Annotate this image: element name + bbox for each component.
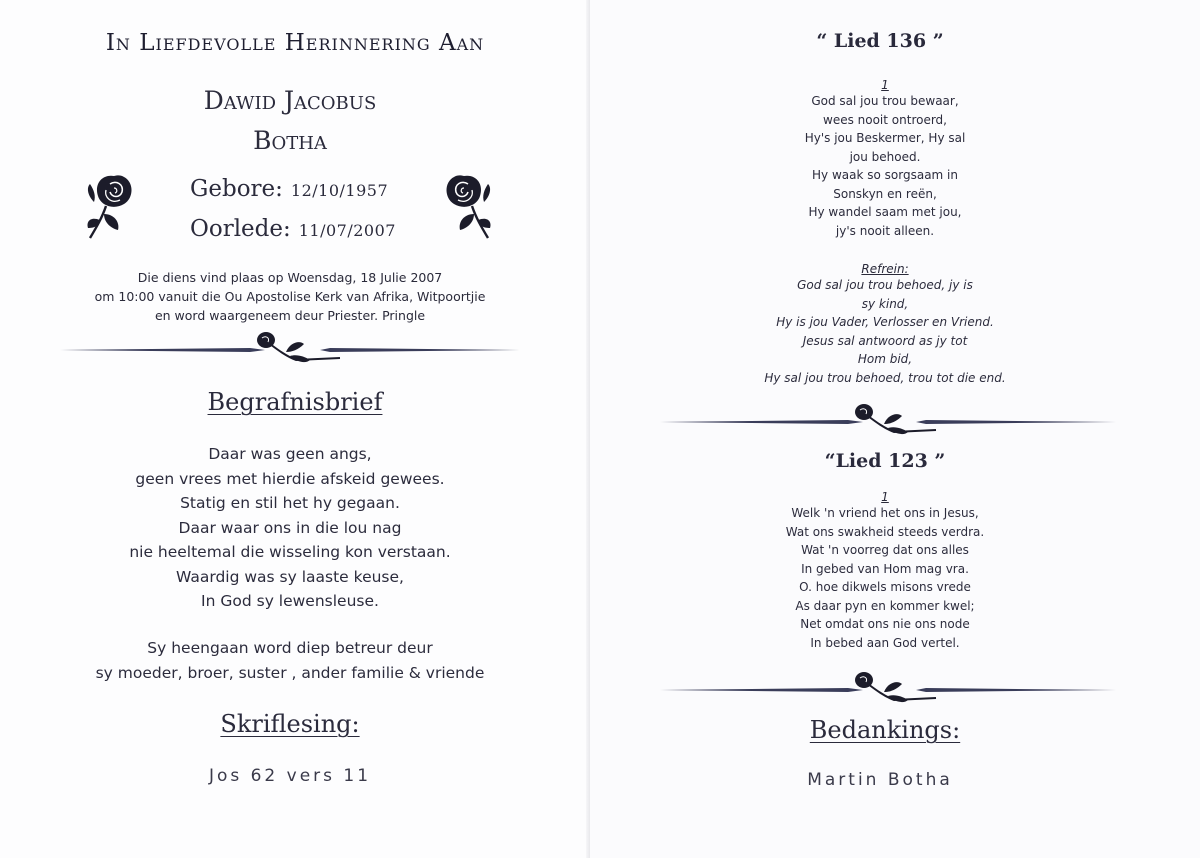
verse-line: Hy waak so sorgsaam in xyxy=(812,168,958,182)
hymn-136-title: “ Lied 136 ” xyxy=(816,30,944,52)
verse-line: Sonskyn en reën, xyxy=(833,186,937,201)
refrein-line: Hy sal jou trou behoed, trou tot die end. xyxy=(764,370,1006,385)
rose-divider xyxy=(60,326,520,366)
verse-number: 1 xyxy=(881,78,889,92)
death-row xyxy=(190,216,396,242)
born-date: 12/10/1957 xyxy=(290,181,389,200)
scripture-reference: Jos 62 vers 11 xyxy=(208,766,372,786)
verse-line: Net omdat ons nie ons node xyxy=(800,617,970,631)
thanks-heading: Bedankings: xyxy=(809,716,961,744)
refrein-line: sy kind, xyxy=(861,296,909,311)
died-date: 11/07/2007 xyxy=(298,221,396,240)
rose-divider xyxy=(660,398,1116,438)
service-line: en word waargeneem deur Priester. Pringle xyxy=(154,308,426,323)
rose-icon-left xyxy=(84,166,142,242)
memorial-header: In Liefdevolle Herinnering Aan xyxy=(105,30,485,56)
refrein-line: God sal jou trou behoed, jy is xyxy=(797,278,973,292)
thanks-name: Martin Botha xyxy=(807,770,953,790)
poem-line: geen vrees met hierdie afskeid gewees. xyxy=(135,469,445,488)
verse-line: God sal jou trou bewaar, xyxy=(811,94,959,108)
rose-divider-icon xyxy=(60,326,520,366)
poem-line: In God sy lewensleuse. xyxy=(201,592,379,610)
birth-row xyxy=(190,176,388,202)
verse-line: Hy's jou Beskermer, Hy sal xyxy=(804,131,966,145)
verse-line: wees nooit ontroerd, xyxy=(823,112,947,127)
poem-line: Daar was geen angs, xyxy=(208,445,372,463)
rose-divider xyxy=(660,666,1116,706)
verse-line: Wat 'n voorreg dat ons alles xyxy=(801,543,969,557)
verse-line: Welk 'n vriend het ons in Jesus, xyxy=(791,506,979,520)
letter-heading: Begrafnisbrief xyxy=(207,388,383,416)
verse-line: Wat ons swakheid steeds verdra. xyxy=(785,524,985,539)
service-line: Die diens vind plaas op Woensdag, 18 Julie 2007 xyxy=(137,270,443,285)
deceased-surname: Botha xyxy=(253,126,327,155)
deceased-first-names: Dawid Jacobus xyxy=(203,86,377,115)
poem-line: nie heeltemal die wisseling kon verstaan. xyxy=(129,543,451,561)
hymn-123-verse xyxy=(590,490,1180,652)
mourners-line: Sy heengaan word diep betreur deur xyxy=(147,639,433,657)
mourners-text xyxy=(0,636,580,685)
hymn-136-refrein xyxy=(590,262,1180,387)
verse-line: jy's nooit alleen. xyxy=(835,223,935,238)
verse-line: In gebed van Hom mag vra. xyxy=(801,561,969,576)
poem-line: Daar waar ons in die lou nag xyxy=(178,518,402,537)
scripture-heading: Skriflesing: xyxy=(220,710,360,738)
refrein-line: Hom bid, xyxy=(857,352,913,366)
rose-divider-icon xyxy=(660,666,1116,706)
refrein-line: Hy is jou Vader, Verlosser en Vriend. xyxy=(776,315,994,329)
hymn-136-verse xyxy=(590,78,1180,240)
poem-line: Statig en stil het hy gegaan. xyxy=(180,494,400,512)
mourners-line: sy moeder, broer, suster , ander familie & vriende xyxy=(95,663,485,682)
verse-line: In bebed aan God vertel. xyxy=(810,635,960,650)
left-page xyxy=(0,0,590,858)
verse-line: Hy wandel saam met jou, xyxy=(808,205,962,219)
rose-icon-right xyxy=(436,166,494,242)
verse-line: jou behoed. xyxy=(849,149,921,164)
hymn-123-title: “Lied 123 ” xyxy=(824,450,946,472)
born-label: Gebore: xyxy=(190,176,283,202)
right-page xyxy=(590,0,1200,858)
memorial-poem xyxy=(0,442,580,614)
refrein-label: Refrein: xyxy=(861,262,909,276)
refrein-line: Jesus sal antwoord as jy tot xyxy=(802,333,968,348)
service-details xyxy=(60,268,520,325)
verse-line: O. hoe dikwels misons vrede xyxy=(799,580,971,594)
poem-line: Waardig was sy laaste keuse, xyxy=(176,567,404,586)
rose-divider-icon xyxy=(660,398,1116,438)
died-label: Oorlede: xyxy=(190,216,291,242)
verse-number: 1 xyxy=(881,490,889,504)
service-line: om 10:00 vanuit die Ou Apostolise Kerk van Afrika, Witpoortjie xyxy=(94,289,486,304)
verse-line: As daar pyn en kommer kwel; xyxy=(795,598,975,613)
